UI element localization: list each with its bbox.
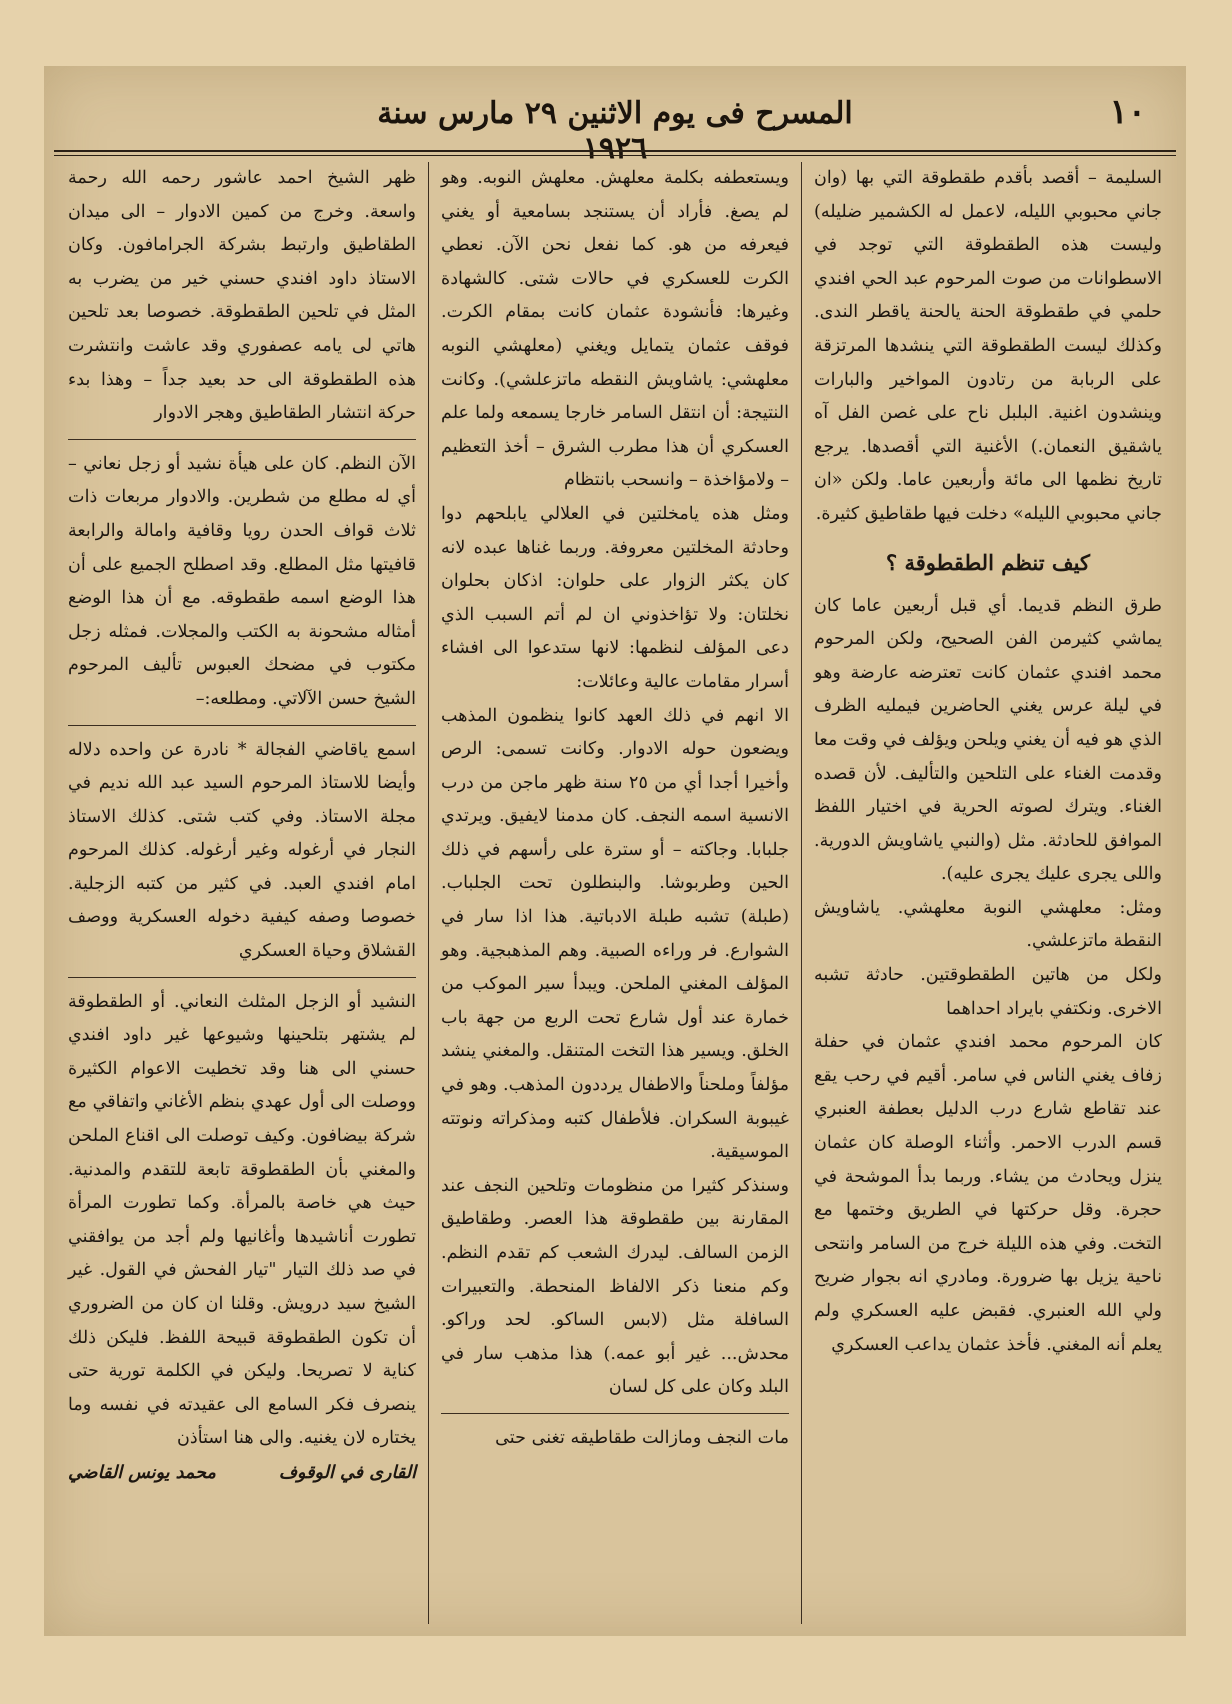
- author-signature: محمد يونس القاضي: [68, 1461, 216, 1483]
- paragraph: مات النجف ومازالت طقاطيقه تغنى حتى: [495, 1427, 789, 1448]
- paragraph: اسمع ياقاضي الفجالة * نادرة عن واحده دلاله وأيضا للاستاذ المرحوم السيد عبد الله نديم في مجلة الاستاذ. وفي كتب شتى. كذلك الاستاذ النجار في أرغوله وغير أرغوله. كذلك المرحوم امام افندي العبد. في كثير من كتبه الزجلية. خصوصا وصفه كيفية دخوله العسكرية ووصف القشلاق وحياة العسكري: [68, 739, 416, 962]
- paragraph: وسنذكر كثيرا من منظومات وتلحين النجف عند المقارنة بين طقطوقة هذا العصر. وطقاطيق الزمن السالف. ليدرك الشعب كم تقدم النظم. وكم منعنا ذكر الالفاظ المنحطة. والتعبيرات السافلة مثل (لابس الساكو. لحد وراكو. محدش... غير أبو عمه.) هذا مذهب سار في البلد وكان على كل لسان: [441, 1175, 789, 1398]
- signature-closing: القارى في الوقوف: [278, 1461, 416, 1483]
- divider: [68, 977, 416, 978]
- paragraph: ومثل هذه يامخلتين في العلالي يابلحهم دوا وحادثة المخلتين معروفة. وربما غناها عبده لانه كان يكثر الزوار على حلوان: اذكان بحلوان نخلتان: ولا تؤاخذوني ان لم أتم السبب الذي دعى المؤلف لنظمها: لانها ستدعوا الى افشاء أسرار مقامات عالية وعائلات:: [441, 503, 789, 692]
- paragraph: الآن النظم. كان على هيأة نشيد أو زجل نعاني – أي له مطلع من شطرين. والادوار مربعات ذات ثلاث قواف الحدن رويا وقافية وامالة والرابعة قافيتها مثل المطلع. وقد اصطلح الجميع على أن هذا الوضع اسمه طقطوقه. مع أن هذا الوضع أمثاله مشحونة به الكتب والمجلات. فمثله زجل مكتوب في مضحك العبوس تأليف المرحوم الشيخ حسن الآلاتي. ومطلعه:–: [68, 453, 416, 709]
- signature-line: [68, 1456, 416, 1490]
- paragraph: ولكل من هاتين الطقطوقتين. حادثة تشبه الاخرى. ونكتفي بايراد احداهما: [814, 965, 1162, 1019]
- paragraph: الا انهم في ذلك العهد كانوا ينظمون المذهب ويضعون حوله الادوار. وكانت تسمى: الرص وأخيرا أجدا أي من ٢٥ سنة ظهر ماجن من درب الانسية اسمه النجف. كان مدمنا لايفيق. ويرتدي جلبابا. وجاكته – أو سترة على رأسهم في ذلك الحين وطربوشا. والبنطلون تحت الجلباب. (طبلة) تشبه طبلة الادباتية. هذا اذا سار في الشوارع. فر وراءه الصبية. وهم المذهبجية. وهو المؤلف المغني الملحن. ويبدأ سير الموكب من خمارة عند أول شارع تحت الربع من جهة باب الخلق. ويسير هذا التخت المتنقل. والمغني ينشد مؤلفاً وملحناً والاطفال يرددون المذهب. وهو في غيبوبة السكران. فلأطفال كتبه ومذكراته ونوتته الموسيقية.: [441, 705, 790, 1163]
- paragraph: ومثل: معلهشي النوبة معلهشي. ياشاويش النقطة ماتزعلشي.: [814, 897, 1162, 952]
- column-left: [56, 162, 429, 1624]
- column-right: [802, 162, 1174, 1624]
- paragraph: طرق النظم قديما. أي قبل أربعين عاما كان يماشي كثيرمن الفن الصحيح، ولكن المرحوم محمد افندي عثمان كانت تعترضه عارضة وهو في ليلة عرس يغني الحاضرين فيمليه الظرف الذي هو فيه أن يغني ويلحن ويؤلف في وقت معا وقدمت الغناء على التلحين والتأليف. لأن قصده الغناء. ويترك لصوته الحرية في اختيار اللفظ الموافق للحادثة. مثل (والنبي ياشاويش الدورية. واللى يجرى عليك يجرى عليه).: [814, 595, 1162, 885]
- article-columns: [56, 162, 1174, 1624]
- paragraph: النشيد أو الزجل المثلث النعاني. أو الطقطوقة لم يشتهر بتلحينها وشيوعها غير داود افندي حسني الى هنا وقد تخطيت الاعوام الكثيرة ووصلت الى أول عهدي بنظم الأغاني واتفاقي مع شركة بيضافون. وكيف توصلت الى اقناع الملحن والمغني بأن الطقطوقة تابعة للتقدم والمدنية. حيث هي خاصة بالمرأة. وكما تطورت المرأة تطورت أناشيدها وأغانيها ولم أجد من يوافقني في صد ذلك التيار "تيار الفحش في القول. غير الشيخ سيد درويش. وقلنا ان كان من الضروري أن تكون الطقطوقة قبيحة اللفظ. فليكن ذلك كناية لا تصريحا. وليكن في الكلمة تورية حتى ينصرف فكر السامع الى عقيدته في نفسه وما يختاره لان يغنيه. والى هنا استأذن: [68, 991, 416, 1449]
- newspaper-page: [44, 66, 1186, 1636]
- divider: [68, 439, 416, 440]
- header-title: المسرح فى يوم الاثنين ٢٩ مارس سنة ١٩٢٦: [377, 96, 853, 166]
- page-header: [44, 86, 1186, 166]
- divider: [441, 1413, 789, 1414]
- paragraph: كان المرحوم محمد افندي عثمان في حفلة زفاف يغني الناس في سامر. أقيم في رحب يقع عند تقاطع شارع درب الدليل بعطفة العنبري قسم الدرب الاحمر. وأثناء الوصلة كان عثمان ينزل ويحادث من يشاء. وربما بدأ الموشحة في حجرة. وقل حركتها في الطريق وختمها مع التخت. وفي هذه الليلة خرج من السامر وانتحى ناحية يزيل بها ضرورة. ومادري انه بجوار ضريح ولي الله العنبري. فقبض عليه العسكري ولم يعلم أنه المغني. فأخذ عثمان يداعب العسكري: [814, 1032, 1162, 1355]
- header-rule: [54, 150, 1176, 156]
- paragraph: ويستعطفه بكلمة معلهش. معلهش النوبه. وهو لم يصغ. فأراد أن يستنجد بسامعية أو يغني فيعرفه من هو. كما نفعل نحن الآن. نعطي الكرت للعسكري في حالات شتى. كالشهادة وغيرها: فأنشودة عثمان كانت بمقام الكرت. فوقف عثمان يتمايل ويغني (معلهشي النوبه معلهشي: ياشاويش النقطه ماتزعلشي). وكانت النتيجة: أن انتقل السامر خارجا يسمعه ولما علم العسكري أن هذا مطرب الشرق – أخذ التعظيم – ولامؤاخذة – وانسحب بانتظام: [441, 168, 789, 491]
- paragraph: السليمة – أقصد بأقدم طقطوقة التي بها (وان جاني محبوبي الليله، لاعمل له الكشمير ضليله) وليست هذه الطقطوقة التي توجد في الاسطوانات من صوت المرحوم عبد الحي افندي حلمي في طقطوقة الحنة يالحنة ياقطر الندى. وكذلك ليست الطقطوقة التي ينشدها المرتزقة على الربابة من رتادون المواخير والبارات وينشدون اغنية. البلبل ناح على غصن الفل آه ياشقيق النعمان.) الأغنية التي أقصدها. يرجع تاريخ نظمها الى مائة وأربعين عاما. ولكن «ان جاني محبوبي الليله» دخلت فيها طقاطيق كثيرة.: [814, 168, 1162, 524]
- page-number: ١٠: [1109, 92, 1146, 132]
- section-heading: كيف تنظم الطقطوقة ؟: [886, 549, 1090, 575]
- divider: [68, 725, 416, 726]
- column-middle: [429, 162, 802, 1624]
- paragraph: ظهر الشيخ احمد عاشور رحمه الله رحمة واسعة. وخرج من كمين الادوار – الى ميدان الطقاطيق وارتبط بشركة الجرامافون. وكان الاستاذ داود افندي حسني خير من يضرب به المثل في تلحين الطقطوقة. خصوصا بعد تلحين هاتي لى يامه عصفوري وقد عاشت وانتشرت هذه الطقطوقة الى حد بعيد جداً – وهذا بدء حركة انتشار الطقاطيق وهجر الادوار: [68, 168, 416, 424]
